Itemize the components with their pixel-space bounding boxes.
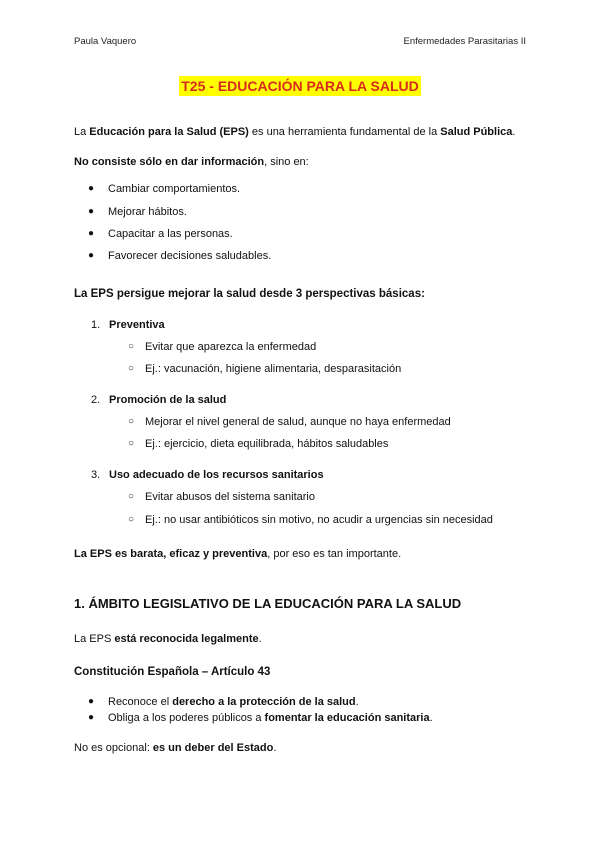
section-paragraph <box>74 632 262 646</box>
circle-bullet-icon: ○ <box>128 416 135 427</box>
page-title: T25 - EDUCACIÓN PARA LA SALUD <box>181 78 419 94</box>
list-item: Mejorar hábitos. <box>108 206 187 218</box>
constitution-subheading: Constitución Española – Artículo 43 <box>74 666 271 678</box>
b1-c: . <box>355 696 359 708</box>
intro-paragraph <box>74 125 515 139</box>
closing-c: . <box>273 742 277 754</box>
circle-bullet-icon: ○ <box>128 363 135 374</box>
list-item <box>108 695 359 709</box>
intro-paragraph-2 <box>74 155 309 169</box>
intro-text-3: . <box>512 126 516 138</box>
list-item: Capacitar a las personas. <box>108 228 233 240</box>
sub-item: Evitar abusos del sistema sanitario <box>145 491 315 503</box>
b2-b: fomentar la educación sanitaria <box>264 712 430 724</box>
closing-a: No es opcional: <box>74 742 153 754</box>
perspective-title-recursos: Uso adecuado de los recursos sanitarios <box>109 469 324 481</box>
list-item <box>108 711 433 725</box>
intro-but: , sino en: <box>264 156 309 168</box>
sub-item: Ej.: no usar antibióticos sin motivo, no acudir a urgencias sin necesidad <box>145 514 493 526</box>
sub-item: Mejorar el nivel general de salud, aunque no haya enfermedad <box>145 416 451 428</box>
closing-paragraph <box>74 741 276 755</box>
b1-a: Reconoce el <box>108 696 173 708</box>
bullet-icon: ● <box>88 228 95 239</box>
closing-b: es un deber del Estado <box>152 742 274 754</box>
circle-bullet-icon: ○ <box>128 341 135 352</box>
sub-item: Evitar que aparezca la enfermedad <box>145 341 317 353</box>
perspective-number: 1. <box>91 319 101 331</box>
bullet-icon: ● <box>88 712 95 723</box>
b2-c: . <box>429 712 433 724</box>
section-p1-a: La EPS <box>74 633 115 645</box>
section-p1-c: . <box>258 633 262 645</box>
list-item: Favorecer decisiones saludables. <box>108 250 272 262</box>
intro-salud-publica: Salud Pública <box>440 126 513 138</box>
bullet-icon: ● <box>88 206 95 217</box>
perspectives-heading: La EPS persigue mejorar la salud desde 3 perspectivas básicas: <box>74 288 425 300</box>
intro-eps-term: Educación para la Salud (EPS) <box>89 126 249 138</box>
perspective-title-preventiva: Preventiva <box>109 319 165 331</box>
sub-item: Ej.: vacunación, higiene alimentaria, desparasitación <box>145 363 402 375</box>
circle-bullet-icon: ○ <box>128 438 135 449</box>
perspective-title-promocion: Promoción de la salud <box>109 394 227 406</box>
summary-bold: La EPS es barata, eficaz y preventiva <box>74 548 268 560</box>
section-heading: 1. ÁMBITO LEGISLATIVO DE LA EDUCACIÓN PARA LA SALUD <box>74 596 462 611</box>
circle-bullet-icon: ○ <box>128 491 135 502</box>
b2-a: Obliga a los poderes públicos a <box>108 712 265 724</box>
circle-bullet-icon: ○ <box>128 514 135 525</box>
intro-text-2: es una herramienta fundamental de la <box>248 126 441 138</box>
header-subject: Enfermedades Parasitarias II <box>403 36 526 47</box>
intro-not-only: No consiste sólo en dar información <box>74 156 265 168</box>
perspectives-summary <box>74 547 401 561</box>
header-author: Paula Vaquero <box>74 36 137 47</box>
intro-text-1: La <box>74 126 90 138</box>
perspective-number: 3. <box>91 469 101 481</box>
perspective-number: 2. <box>91 394 101 406</box>
page-title-wrap <box>0 76 600 96</box>
bullet-icon: ● <box>88 250 95 261</box>
summary-rest: , por eso es tan importante. <box>267 548 402 560</box>
list-item: Cambiar comportamientos. <box>108 183 241 195</box>
bullet-icon: ● <box>88 696 95 707</box>
sub-item: Ej.: ejercicio, dieta equilibrada, hábitos saludables <box>145 438 389 450</box>
section-p1-b: está reconocida legalmente <box>114 633 259 645</box>
bullet-icon: ● <box>88 183 95 194</box>
b1-b: derecho a la protección de la salud <box>172 696 356 708</box>
